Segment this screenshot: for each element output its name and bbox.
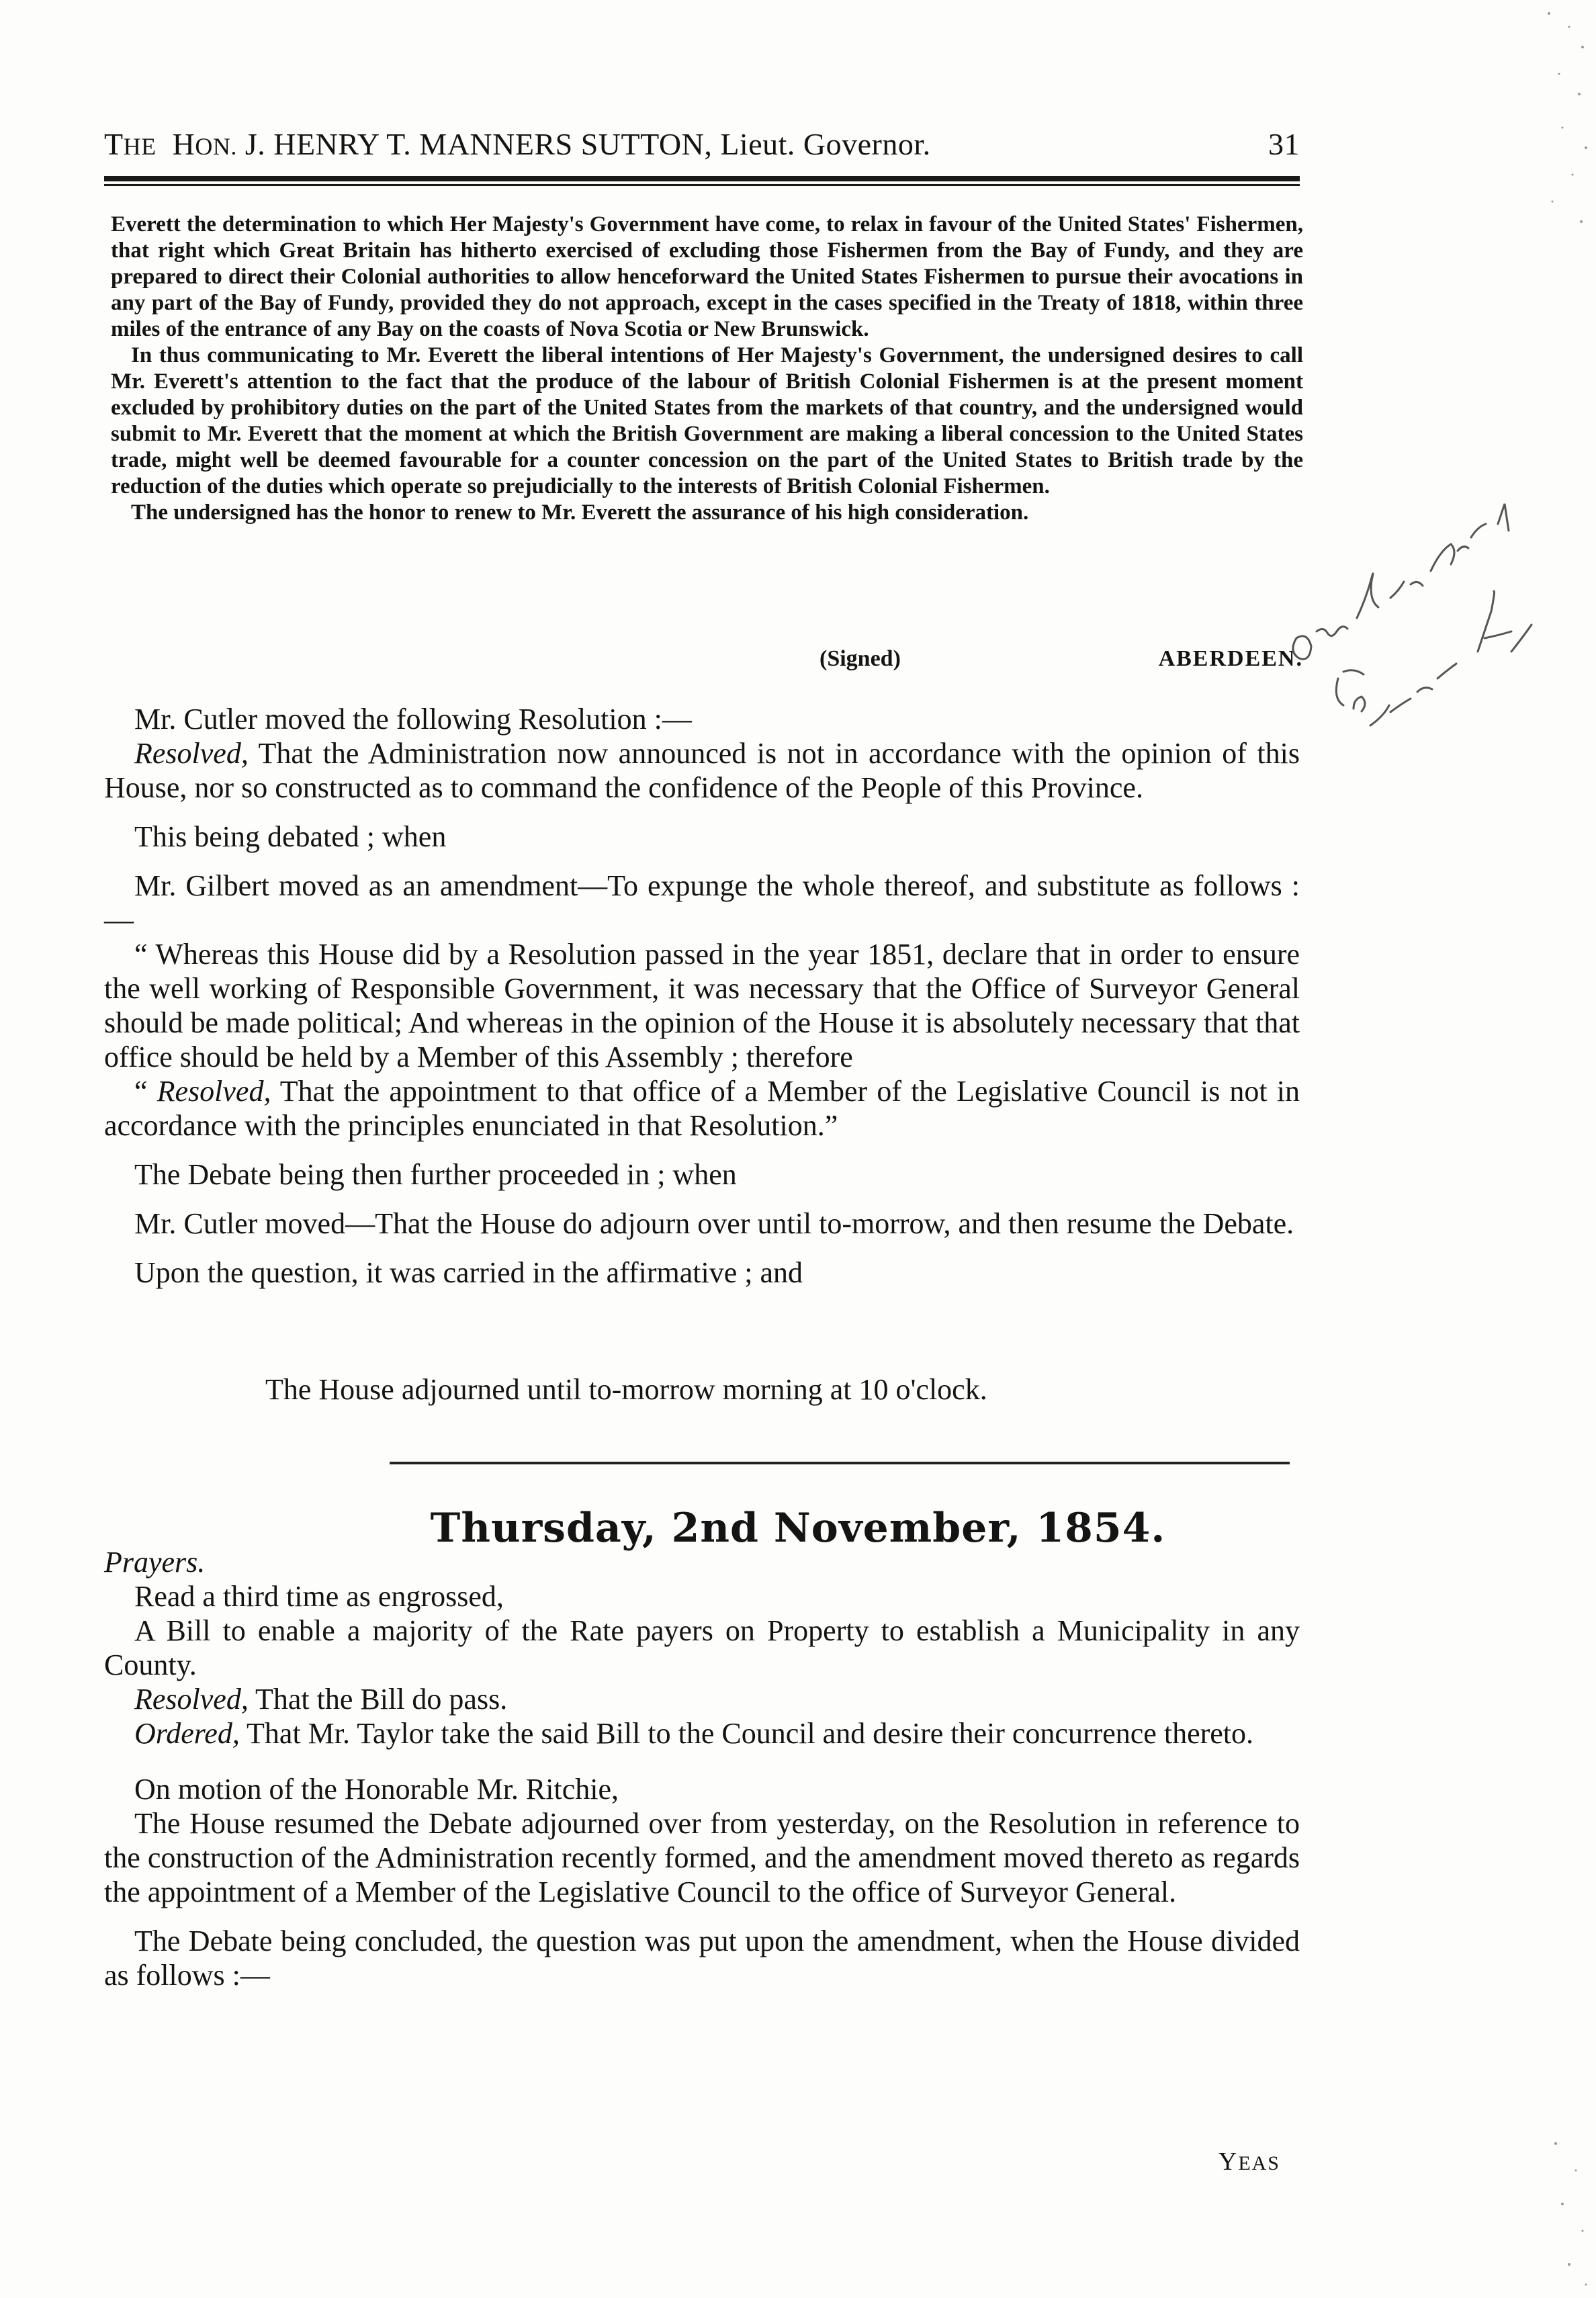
header-hon-rest: ON. xyxy=(195,133,237,160)
cutler-adjourn: Mr. Cutler moved—That the House do adjourn over until to-morrow, and then resume the Debate. xyxy=(134,1207,1294,1240)
signature: ABERDEEN. xyxy=(1158,646,1303,671)
bill-resolved-text: That the Bill do pass. xyxy=(248,1683,508,1716)
signed-label: (Signed) xyxy=(819,646,901,671)
bill-resolved xyxy=(104,1682,1300,1716)
catchword-initial: Y xyxy=(1218,2148,1239,2176)
cutler-moved: Mr. Cutler moved the following Resolution :— xyxy=(134,703,692,736)
letter-block xyxy=(111,212,1303,526)
catchword-rest: EAS xyxy=(1238,2152,1280,2174)
catchword xyxy=(1218,2147,1280,2176)
header-rule-thick xyxy=(104,176,1300,181)
prayers: Prayers. xyxy=(104,1546,206,1579)
edge-speckle-bottom xyxy=(1522,2123,1596,2298)
running-header xyxy=(104,126,1300,162)
whereas-paragraph: “ Whereas this House did by a Resolution passed in the year 1851, declare that in order to ensure the well working of Responsible Government, it was necessary that the Office of Surveyor General should be made political; And whereas in the opinion of the House it is absolutely necessary that that office should be held by a Member of this Assembly ; therefore xyxy=(104,938,1300,1073)
ritchie-motion: On motion of the Honorable Mr. Ritchie, xyxy=(134,1773,619,1806)
header-hon-initial: H xyxy=(172,127,195,161)
letter-paragraph-1: Everett the determination to which Her Majesty's Government have come, to relax in favour of the United States' Fishermen, that right which Great Britain has hitherto exercised of excluding those Fishermen from the Bay of Fundy, and they are prepared to direct their Colonial authorities to allow henceforward the United States Fishermen to pursue their avocations in any part of the Bay of Fundy, provided they do not approach, except in the cases specified in the Treaty of 1818, within three miles of the entrance of any Bay on the coasts of Nova Scotia or New Brunswick. xyxy=(111,212,1303,341)
resolution-paragraph xyxy=(104,736,1300,805)
debate-concluded: The Debate being concluded, the question was put upon the amendment, when the House divided as follows :— xyxy=(104,1925,1300,1992)
header-rule-thin xyxy=(104,184,1300,186)
resolved-label: Resolved, xyxy=(134,737,249,770)
debate-further: The Debate being then further proceeded in ; when xyxy=(134,1158,737,1191)
ordered-text: That Mr. Taylor take the said Bill to the Council and desire their concurrence thereto. xyxy=(239,1717,1253,1750)
bill-title: A Bill to enable a majority of the Rate payers on Property to establish a Municipality in any County. xyxy=(104,1614,1300,1681)
debate-resumed: The House resumed the Debate adjourned over from yesterday, on the Resolution in reference to the construction of the Administration recently formed, and the amendment moved thereto as regards the appointment of a Member of the Legislative Council to the office of Surveyor General. xyxy=(104,1807,1300,1908)
amendment-resolution xyxy=(104,1074,1300,1143)
thursday-block xyxy=(104,1545,1300,1992)
header-title: J. HENRY T. MANNERS SUTTON, Lieut. Governor. xyxy=(245,127,931,161)
ordered-label: Ordered, xyxy=(134,1717,240,1750)
letter-paragraph-3: The undersigned has the honor to renew to Mr. Everett the assurance of his high consideration. xyxy=(131,500,1029,525)
gilbert-amendment: Mr. Gilbert moved as an amendment—To expunge the whole thereof, and substitute as follows :— xyxy=(104,869,1300,936)
being-debated: This being debated ; when xyxy=(134,820,447,853)
letter-paragraph-2: In thus communicating to Mr. Everett the liberal intentions of Her Majesty's Government, the undersigned desires to call Mr. Everett's attention to the fact that the produce of the labour of British Colonial Fishermen is at the present moment excluded by prohibitory duties on the part of the United States from the markets of that country, and the undersigned would submit to Mr. Everett that the moment at which the British Government are making a liberal concession to the United States trade, might well be deemed favourable for a counter concession on the part of the United States to British trade by the reduction of the duties which operate so prejudicially to the interests of British Colonial Fishermen. xyxy=(111,343,1303,498)
resolved2-label: Resolved, xyxy=(157,1075,271,1108)
resolved-text: That the Administration now announced is not in accordance with the opinion of this House, nor so constructed as to command the confidence of the People of this Province. xyxy=(104,737,1300,804)
question-carried: Upon the question, it was carried in the affirmative ; and xyxy=(134,1256,803,1289)
header-title-line xyxy=(104,126,931,162)
proceedings-block xyxy=(104,702,1300,1290)
bill-resolved-label: Resolved, xyxy=(134,1683,249,1716)
header-the-initial: T xyxy=(104,127,124,161)
page-number: 31 xyxy=(1268,127,1300,161)
header-the-rest: HE xyxy=(123,133,157,160)
open-quote: “ xyxy=(134,1075,157,1108)
edge-speckle-top xyxy=(1522,0,1596,242)
section-divider xyxy=(390,1462,1290,1464)
bill-ordered xyxy=(104,1716,1300,1751)
read-third-time: Read a third time as engrossed, xyxy=(134,1580,504,1613)
house-adjourned: The House adjourned until to-morrow morning at 10 o'clock. xyxy=(265,1373,987,1406)
date-heading: Thursday, 2nd November, 1854. xyxy=(430,1505,1166,1552)
handwritten-annotation xyxy=(1276,470,1585,752)
resolved2-text: That the appointment to that office of a Member of the Legislative Council is not in accordance with the principles enunciated in that Resolution.” xyxy=(104,1075,1300,1142)
